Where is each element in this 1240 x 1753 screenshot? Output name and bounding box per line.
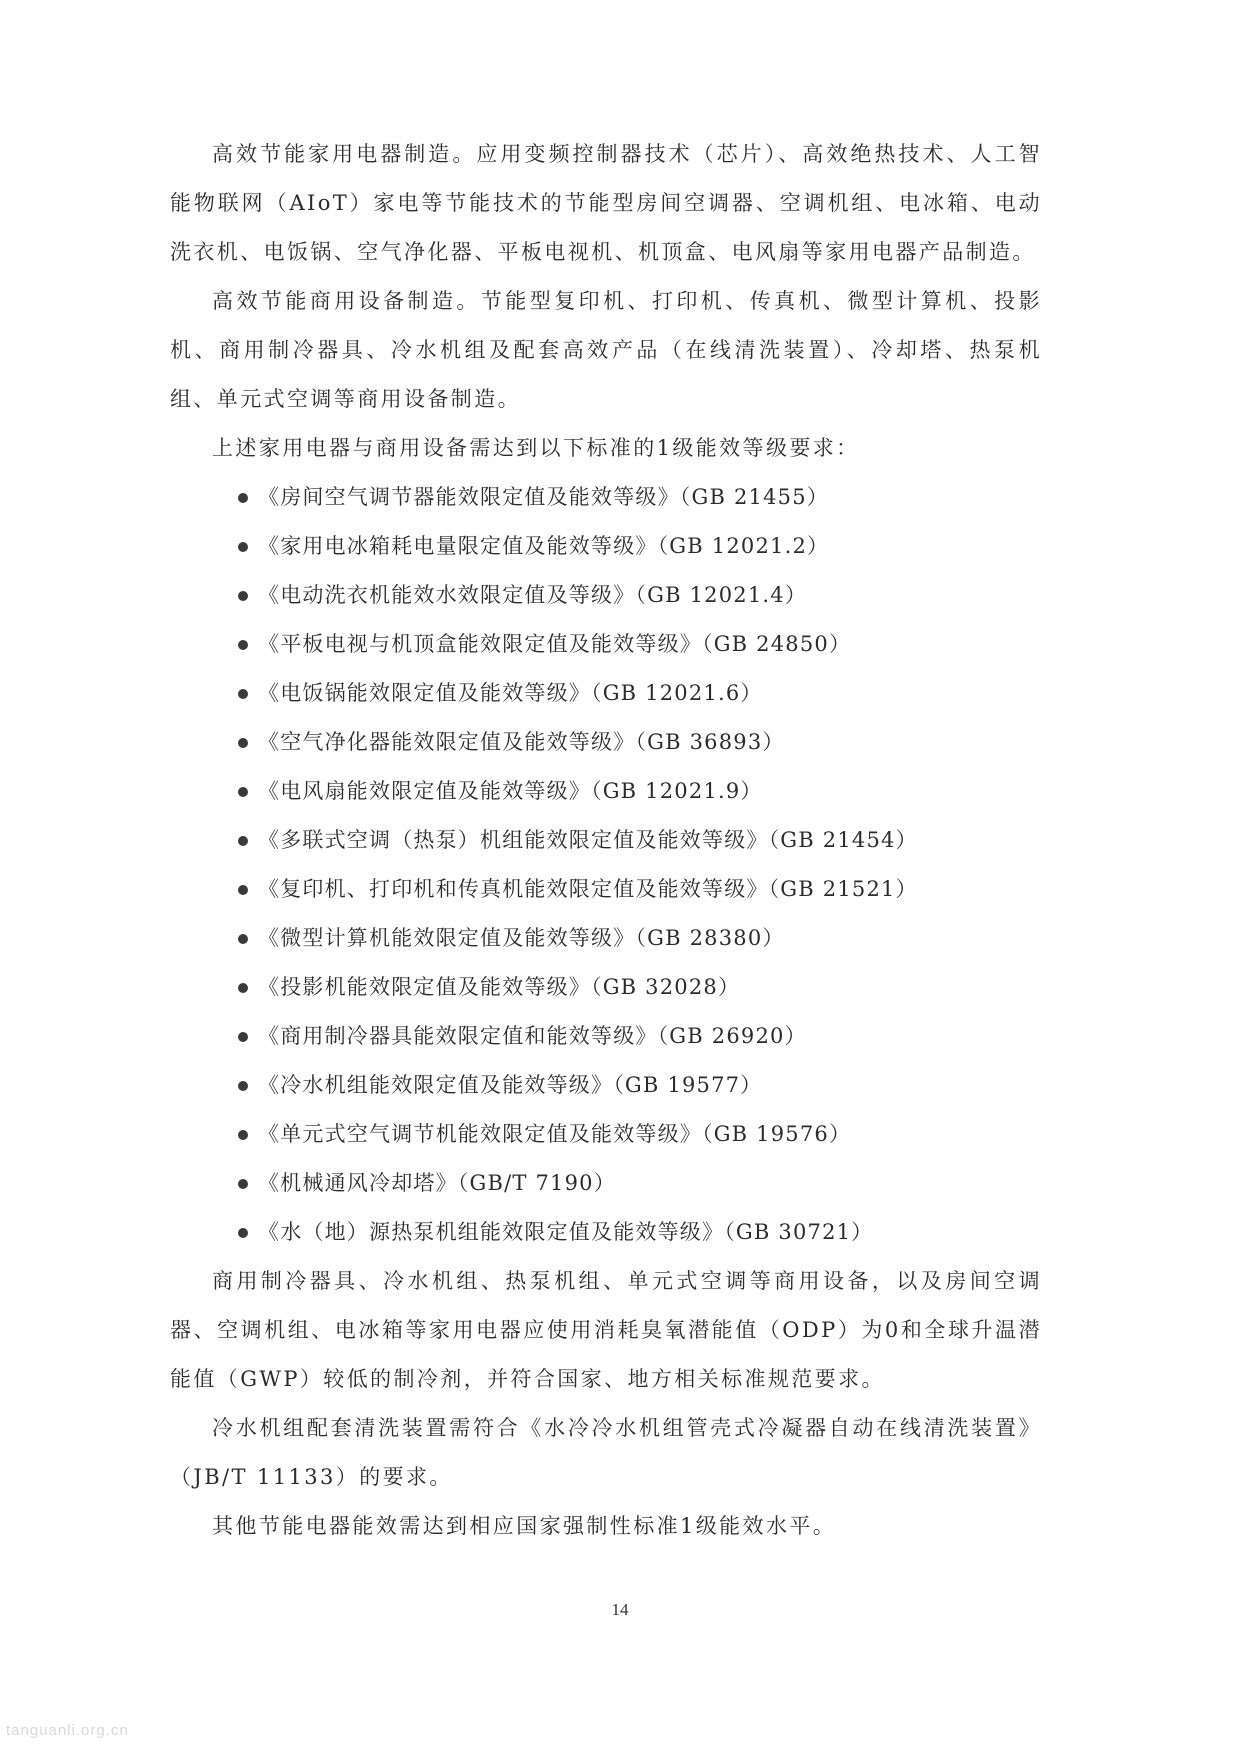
standard-label: 《水（地）源热泵机组能效限定值及能效等级》（GB 30721） — [258, 1220, 874, 1244]
standard-label: 《电饭锅能效限定值及能效等级》（GB 12021.6） — [258, 681, 763, 705]
page-number: 14 — [611, 1600, 629, 1619]
bullet-icon — [238, 493, 248, 503]
bullet-icon — [238, 738, 248, 748]
page-body — [170, 130, 1042, 1551]
bullet-icon — [238, 1081, 248, 1091]
paragraph-household-appliances: 高效节能家用电器制造。应用变频控制器技术（芯片）、高效绝热技术、人工智能物联网（AIoT）家电等节能技术的节能型房间空调器、空调机组、电冰箱、电动洗衣机、电饭锅、空气净化器、平板电视机、机顶盒、电风扇等家用电器产品制造。 — [170, 142, 1042, 264]
bullet-icon — [238, 1032, 248, 1042]
standard-label: 《家用电冰箱耗电量限定值及能效等级》（GB 12021.2） — [258, 534, 830, 558]
paragraph-cleaning-device: 冷水机组配套清洗装置需符合《水冷冷水机组管壳式冷凝器自动在线清洗装置》（JB/T 11133）的要求。 — [170, 1416, 1042, 1489]
list-item — [170, 767, 1042, 816]
list-item — [170, 1208, 1042, 1257]
bullet-icon — [238, 836, 248, 846]
list-item — [170, 1012, 1042, 1061]
standard-label: 《冷水机组能效限定值及能效等级》（GB 19577） — [258, 1073, 763, 1097]
paragraph-other-appliances: 其他节能电器能效需达到相应国家强制性标准1级能效水平。 — [212, 1514, 837, 1538]
list-item — [170, 914, 1042, 963]
standard-label: 《商用制冷器具能效限定值和能效等级》（GB 26920） — [258, 1024, 807, 1048]
standard-label: 《投影机能效限定值及能效等级》（GB 32028） — [258, 975, 741, 999]
list-item — [170, 669, 1042, 718]
list-item — [170, 816, 1042, 865]
bullet-icon — [238, 983, 248, 993]
standard-label: 《机械通风冷却塔》（GB/T 7190） — [258, 1171, 616, 1195]
standard-label: 《单元式空气调节机能效限定值及能效等级》（GB 19576） — [258, 1122, 852, 1146]
list-item — [170, 620, 1042, 669]
standard-label: 《平板电视与机顶盒能效限定值及能效等级》（GB 24850） — [258, 632, 852, 656]
bullet-icon — [238, 885, 248, 895]
paragraph-refrigerant-requirements: 商用制冷器具、冷水机组、热泵机组、单元式空调等商用设备，以及房间空调器、空调机组、电冰箱等家用电器应使用消耗臭氧潜能值（ODP）为0和全球升温潜能值（GWP）较低的制冷剂，并符合国家、地方相关标准规范要求。 — [170, 1269, 1042, 1391]
standard-label: 《房间空气调节器能效限定值及能效等级》（GB 21455） — [258, 485, 829, 509]
list-item — [170, 1061, 1042, 1110]
paragraph-standards-intro: 上述家用电器与商用设备需达到以下标准的1级能效等级要求： — [212, 436, 860, 460]
list-item — [170, 865, 1042, 914]
bullet-icon — [238, 640, 248, 650]
bullet-icon — [238, 591, 248, 601]
bullet-icon — [238, 1130, 248, 1140]
list-item — [170, 718, 1042, 767]
standard-label: 《电动洗衣机能效水效限定值及等级》（GB 12021.4） — [258, 583, 808, 607]
standard-label: 《电风扇能效限定值及能效等级》（GB 12021.9） — [258, 779, 763, 803]
bullet-icon — [238, 689, 248, 699]
standards-list — [170, 473, 1042, 1257]
list-item — [170, 473, 1042, 522]
list-item — [170, 522, 1042, 571]
list-item — [170, 963, 1042, 1012]
standard-label: 《空气净化器能效限定值及能效等级》（GB 36893） — [258, 730, 785, 754]
bullet-icon — [238, 1228, 248, 1238]
standard-label: 《多联式空调（热泵）机组能效限定值及能效等级》（GB 21454） — [258, 828, 918, 852]
list-item — [170, 1159, 1042, 1208]
paragraph-commercial-equipment: 高效节能商用设备制造。节能型复印机、打印机、传真机、微型计算机、投影机、商用制冷器具、冷水机组及配套高效产品（在线清洗装置）、冷却塔、热泵机组、单元式空调等商用设备制造。 — [170, 289, 1042, 411]
list-item — [170, 1110, 1042, 1159]
standard-label: 《复印机、打印机和传真机能效限定值及能效等级》（GB 21521） — [258, 877, 918, 901]
bullet-icon — [238, 934, 248, 944]
watermark-text: tanguanli.org.cn — [6, 1722, 129, 1739]
bullet-icon — [238, 1179, 248, 1189]
standard-label: 《微型计算机能效限定值及能效等级》（GB 28380） — [258, 926, 785, 950]
bullet-icon — [238, 787, 248, 797]
list-item — [170, 571, 1042, 620]
bullet-icon — [238, 542, 248, 552]
